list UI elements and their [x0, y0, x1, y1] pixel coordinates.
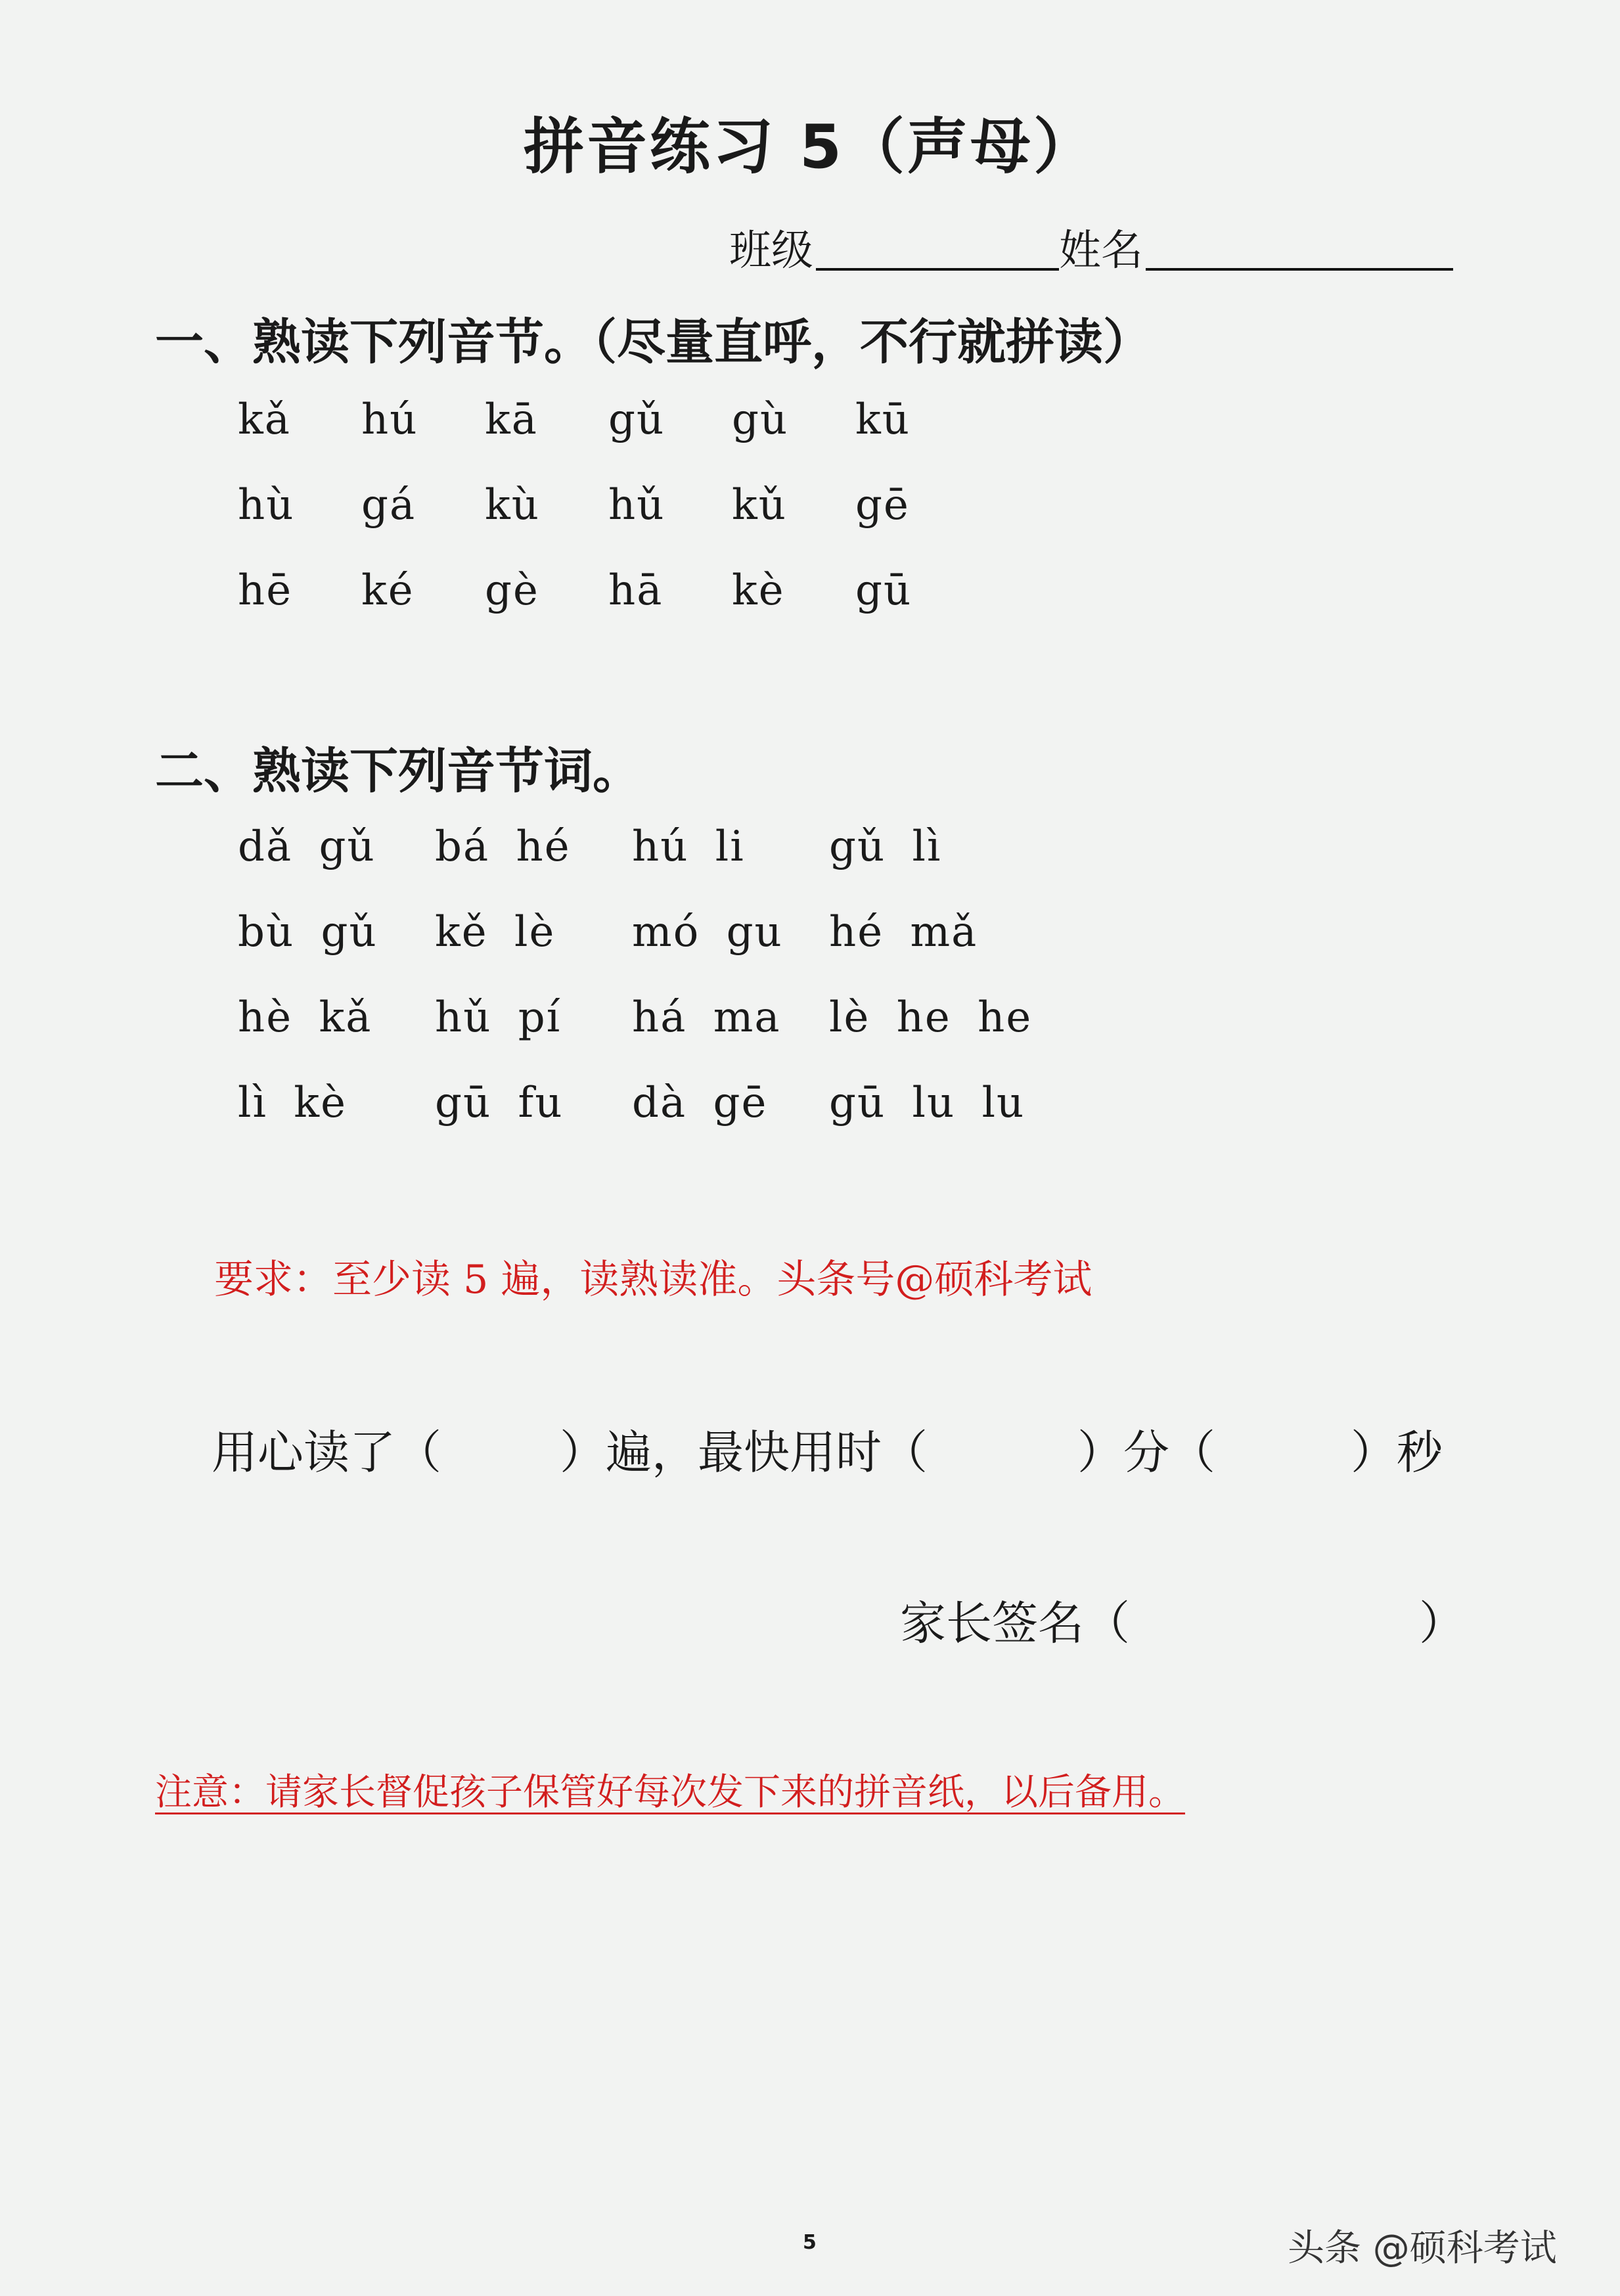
syllable-word: hú li	[632, 822, 745, 871]
syllable-word: gū lu lu	[829, 1079, 1025, 1127]
read-count-suffix: ）遍，最快用时（	[560, 1426, 928, 1479]
seconds-label: ）秒	[1351, 1426, 1443, 1479]
syllable-word: bù gǔ	[238, 908, 378, 957]
syllable: kǔ	[732, 481, 787, 529]
syllable-word: gū fu	[435, 1079, 564, 1127]
page-number: 5	[803, 2231, 817, 2254]
syllable: kù	[485, 481, 540, 529]
class-blank-line[interactable]	[816, 268, 1059, 271]
syllable: gū	[855, 566, 912, 615]
page-title: 拼音练习 5（声母）	[523, 112, 1097, 182]
parent-sign-close: ）	[1419, 1596, 1465, 1650]
syllable: hē	[238, 566, 293, 615]
syllable: gá	[361, 481, 416, 529]
syllable-word: gǔ lì	[829, 822, 942, 871]
syllable: kè	[732, 566, 785, 615]
parent-sign-label: 家长签名（	[900, 1596, 1130, 1650]
syllable: gè	[485, 566, 539, 615]
requirement-text: 要求：至少读 5 遍，读熟读准。头条号@硕科考试	[214, 1257, 1092, 1303]
syllable-word: hé mǎ	[829, 908, 978, 957]
name-blank-line[interactable]	[1146, 268, 1453, 271]
watermark-text: 头条 @硕科考试	[1288, 2227, 1557, 2270]
syllable: kǎ	[238, 395, 291, 444]
name-label: 姓名	[1059, 227, 1143, 275]
syllable: kā	[485, 395, 538, 444]
read-count-prefix: 用心读了（	[212, 1426, 441, 1479]
section1-heading: 一、熟读下列音节。（尽量直呼，不行就拼读）	[155, 314, 1152, 371]
section2-heading: 二、熟读下列音节词。	[155, 743, 641, 799]
class-label: 班级	[729, 227, 813, 275]
syllable: hù	[238, 481, 295, 529]
syllable: hā	[608, 566, 664, 615]
syllable: hǔ	[608, 481, 665, 529]
syllable: hú	[361, 395, 418, 444]
syllable-word: mó gu	[632, 908, 783, 957]
syllable-word: hè kǎ	[238, 993, 372, 1042]
syllable-word: hǔ pí	[435, 993, 562, 1042]
syllable-word: dà gē	[632, 1079, 768, 1127]
syllable: gǔ	[608, 395, 665, 444]
syllable-word: dǎ gǔ	[238, 822, 376, 871]
syllable-word: lè he he	[829, 993, 1033, 1042]
minutes-label: ）分（	[1077, 1426, 1215, 1479]
syllable-word: lì kè	[238, 1079, 347, 1127]
syllable: gù	[732, 395, 789, 444]
syllable: ké	[361, 566, 415, 615]
syllable: kū	[855, 395, 911, 444]
note-text: 注意：请家长督促孩子保管好每次发下来的拼音纸，以后备用。	[155, 1771, 1185, 1814]
syllable-word: bá hé	[435, 822, 571, 871]
syllable: gē	[855, 481, 910, 529]
syllable-word: há ma	[632, 993, 781, 1042]
syllable-word: kě lè	[435, 908, 556, 957]
